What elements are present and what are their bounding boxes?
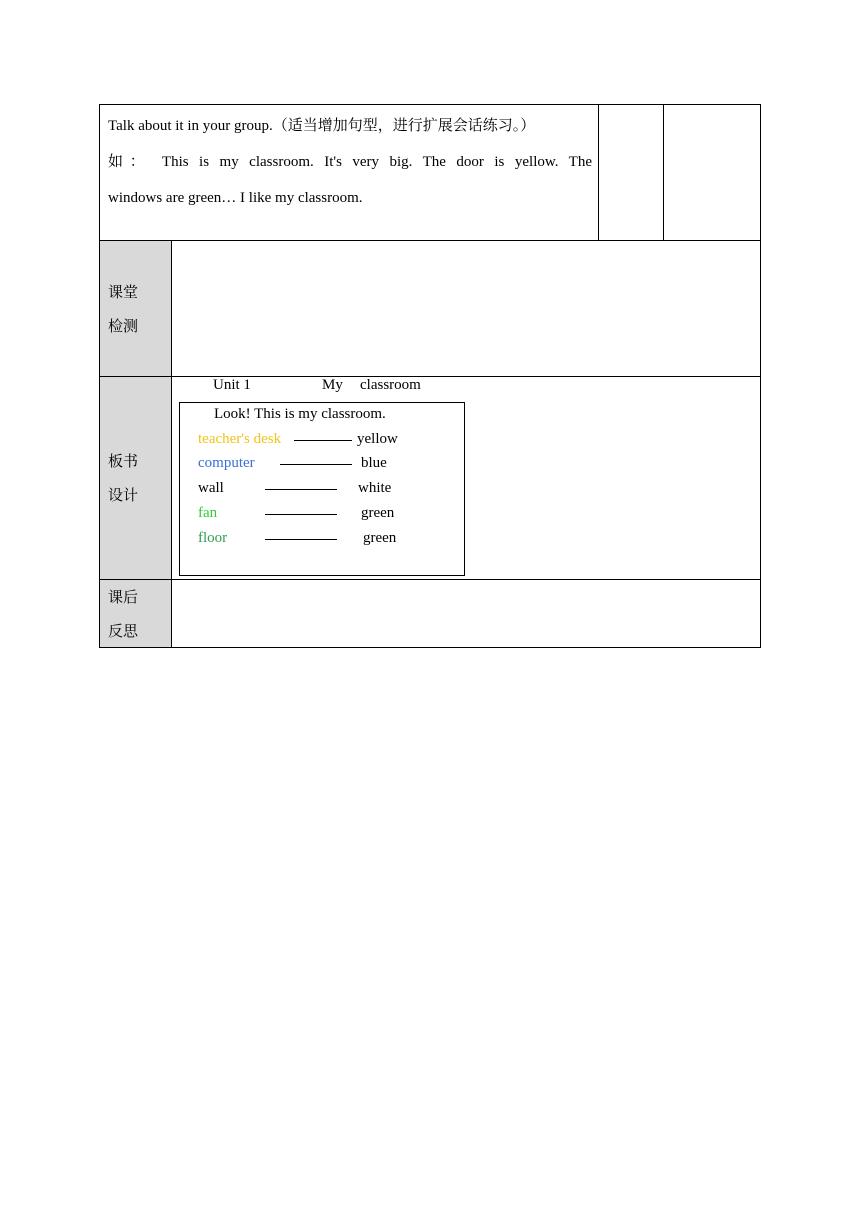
board-dash (294, 440, 352, 441)
board-word-teachers-desk: teacher's desk (198, 431, 282, 447)
label-col-divider (171, 240, 172, 648)
board-word-fan: fan (198, 505, 218, 521)
row2-bottom-border (99, 376, 761, 377)
reflect-label (108, 580, 138, 648)
table-top-border (99, 104, 761, 105)
table-bottom-border (99, 647, 761, 648)
intro-paragraph (108, 108, 592, 216)
reflect-label-line-1: 课后 (108, 588, 139, 606)
board-color-blue: blue (361, 455, 387, 471)
board-title-my: My (322, 377, 343, 393)
reflect-label-line-2: 反思 (108, 622, 139, 640)
check-label (108, 275, 138, 343)
board-word-wall: wall (198, 480, 224, 496)
board-word-computer: computer (198, 455, 255, 471)
row1-col-divider-2 (663, 104, 664, 241)
board-dash (265, 489, 337, 490)
row1-col-divider-1 (598, 104, 599, 241)
board-color-green: green (361, 505, 395, 521)
row1-bottom-border (99, 240, 761, 241)
board-heading: Look! This is my classroom. (214, 406, 386, 422)
board-word-floor: floor (198, 530, 228, 546)
board-dash (265, 514, 337, 515)
board-unit: Unit 1 (213, 377, 251, 393)
intro-line-1: Talk about it in your group.（适当增加句型，进行扩展会话练习。） (108, 118, 536, 134)
board-color-white: white (358, 480, 392, 496)
intro-line-2: 如： This is my classroom. It's very big. The door is yellow. The (108, 154, 592, 170)
row3-bottom-border (99, 579, 761, 580)
board-color-green: green (363, 530, 397, 546)
board-label (108, 444, 138, 512)
board-title-classroom: classroom (360, 377, 421, 393)
board-dash (265, 539, 337, 540)
check-label-line-1: 课堂 (108, 283, 139, 301)
table-right-border (760, 104, 761, 648)
intro-line-3: windows are green… I like my classroom. (108, 190, 363, 206)
board-label-line-1: 板书 (108, 452, 139, 470)
board-color-yellow: yellow (357, 431, 398, 447)
board-label-line-2: 设计 (108, 486, 139, 504)
check-label-line-2: 检测 (108, 317, 139, 335)
board-dash (280, 464, 352, 465)
